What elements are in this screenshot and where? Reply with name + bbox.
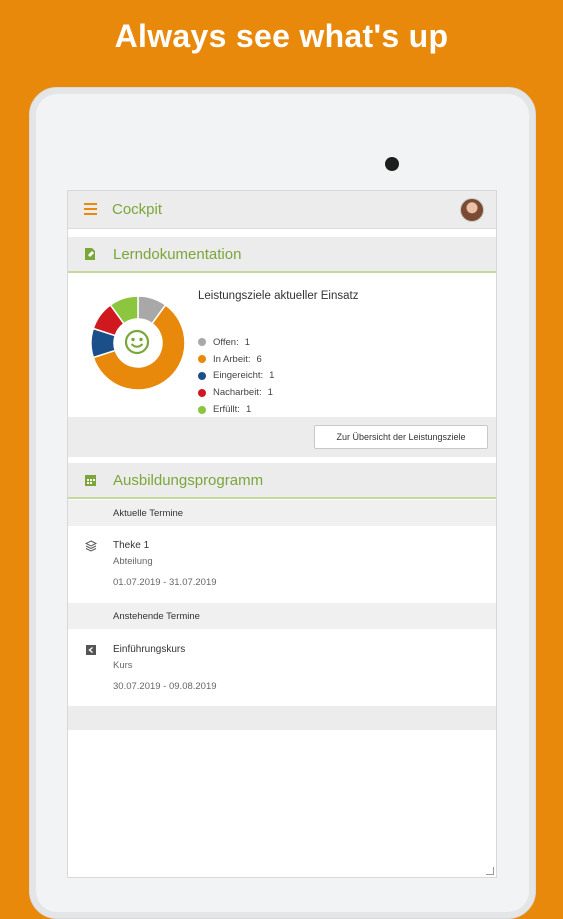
status-legend (198, 334, 274, 418)
legend-value: 1 (269, 370, 275, 382)
legend-value: 1 (245, 404, 252, 416)
legend-label: Eingereicht: (213, 370, 264, 382)
legend-value: 6 (256, 353, 262, 365)
camera-dot (385, 157, 399, 171)
legend-item (198, 384, 274, 401)
layers-icon (85, 540, 97, 552)
legend-label: Offen: (213, 336, 239, 348)
legend-label: Nacharbeit: (213, 387, 262, 399)
progress-donut-chart[interactable] (90, 295, 186, 391)
smiley-icon (124, 329, 150, 355)
legend-dot (198, 338, 206, 346)
current-entry-title[interactable]: Theke 1 (113, 540, 150, 551)
section-header-lerndokumentation[interactable] (68, 237, 496, 273)
upcoming-entry-title[interactable]: Einführungskurs (113, 644, 186, 655)
legend-label: In Arbeit: (213, 353, 251, 365)
course-book-icon (85, 644, 97, 656)
legend-dot (198, 372, 206, 380)
legend-item (198, 351, 274, 368)
upcoming-entry-type: Kurs (113, 660, 133, 671)
avatar[interactable] (460, 198, 484, 222)
document-edit-icon (84, 247, 97, 261)
legend-title: Leistungsziele aktueller Einsatz (198, 290, 359, 302)
current-entry-dates: 01.07.2019 - 31.07.2019 (113, 577, 217, 588)
legend-dot (198, 389, 206, 397)
headline: Always see what's up (114, 18, 449, 54)
current-appointments-header: Aktuelle Termine (68, 500, 496, 526)
legend-item (198, 401, 274, 418)
legend-label: Erfüllt: (213, 404, 240, 416)
legend-value: 1 (244, 336, 250, 348)
legend-item (198, 368, 274, 385)
section-header-ausbildungsprogramm[interactable] (68, 463, 496, 499)
current-entry-type: Abteilung (113, 556, 153, 567)
calendar-icon (84, 473, 97, 487)
legend-item (198, 334, 274, 351)
app-screen (67, 190, 497, 878)
legend-dot (198, 355, 206, 363)
hamburger-menu-icon[interactable] (84, 203, 97, 215)
top-bar (68, 191, 496, 229)
section-title: Ausbildungsprogramm (113, 472, 264, 489)
page-title: Cockpit (112, 201, 163, 218)
resize-grip[interactable] (486, 867, 494, 875)
upcoming-appointments-header: Anstehende Termine (68, 603, 496, 629)
upcoming-entry-dates: 30.07.2019 - 09.08.2019 (113, 681, 217, 692)
legend-value: 1 (267, 387, 273, 399)
legend-dot (198, 406, 206, 414)
bottom-band (68, 706, 496, 730)
overview-performance-goals-button[interactable]: Zur Übersicht der Leistungsziele (314, 425, 488, 449)
section-title: Lerndokumentation (113, 246, 242, 263)
